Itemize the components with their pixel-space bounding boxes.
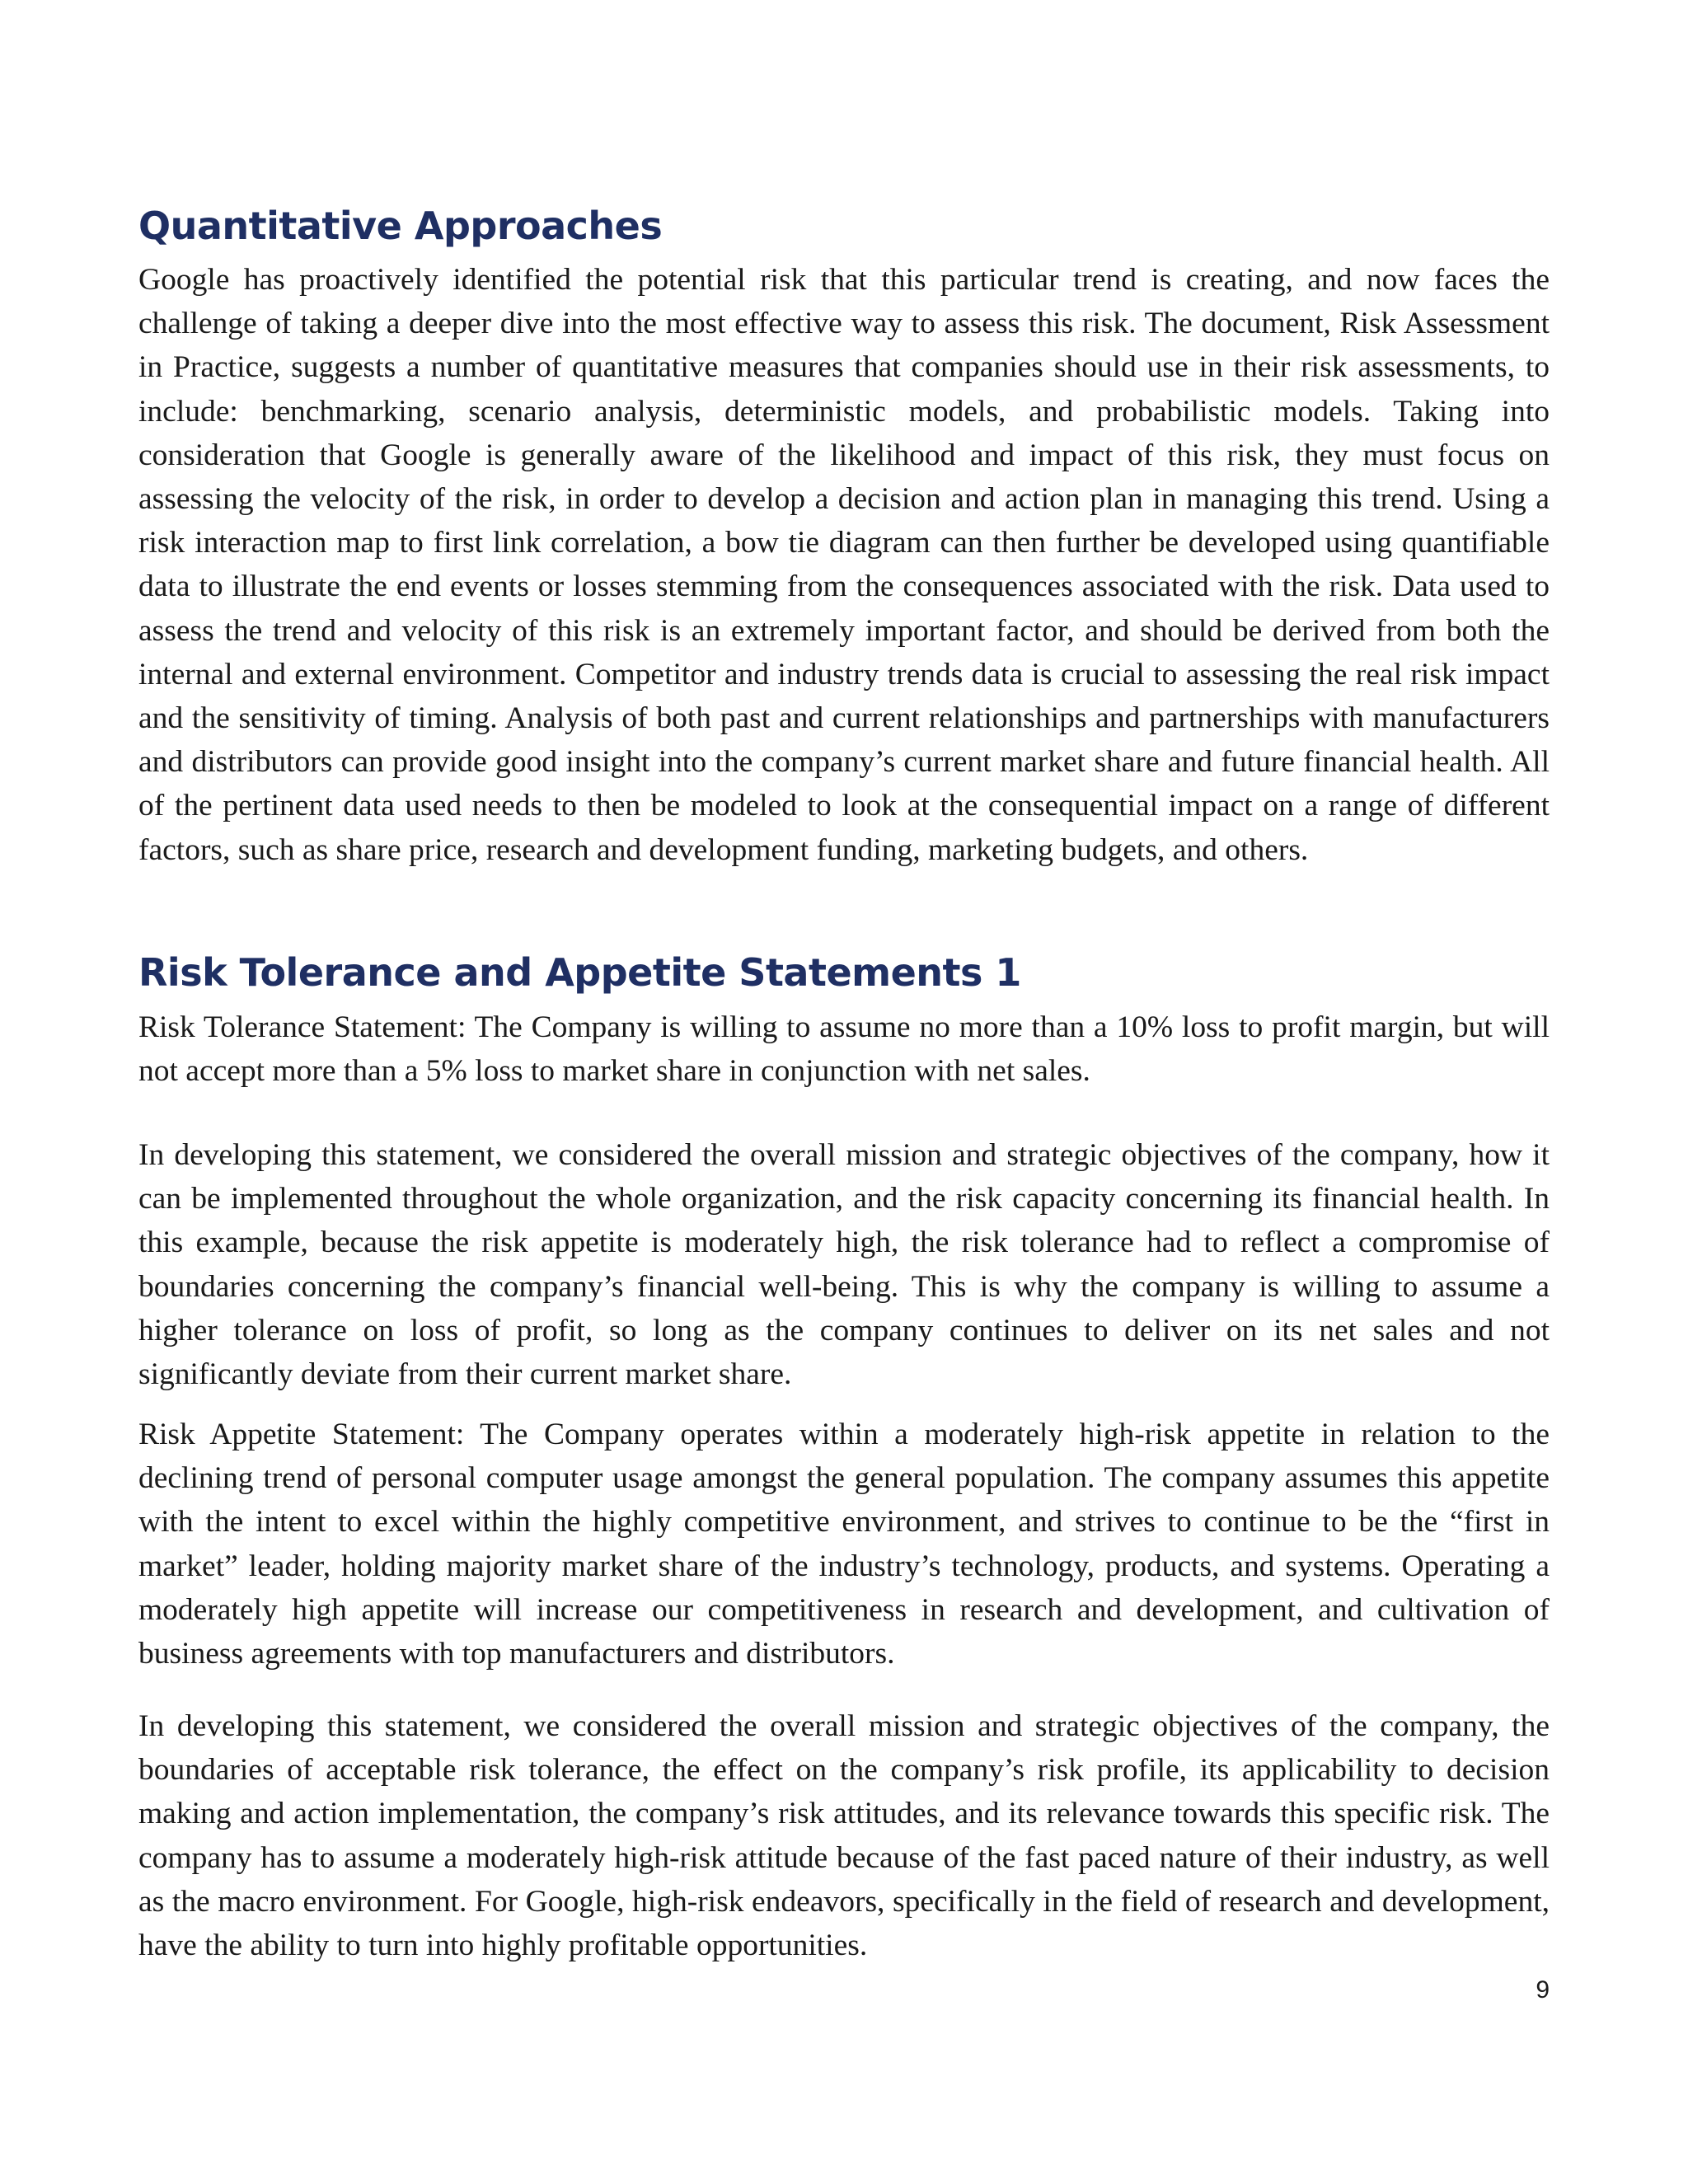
paragraph-risk-appetite-statement: Risk Appetite Statement: The Company operates within a moderately high-risk appetite in relation to the declining trend of personal computer usage amongst the general population. The company assumes this appetite with the intent to excel within the highly competitive environment, and strives to continue to be the “first in market” leader, holding majority market share of the industry’s technology, products, and systems. Operating a moderately high appetite will increase our competitiveness in research and development, and cultivation of business agreements with top manufacturers and distributors. [138,1418,1550,1671]
page-number: 9 [1536,1976,1550,2004]
paragraph-tolerance-rationale: In developing this statement, we considered the overall mission and strategic objectives of the company, how it can be implemented throughout the whole organization, and the risk capacity concerning its financial health. In this example, because the risk appetite is moderately high, the risk tolerance had to reflect a compromise of boundaries concerning the company’s financial well-being. This is why the company is willing to assume a higher tolerance on loss of profit, so long as the company continues to deliver on its net sales and not significantly deviate from their current market share. [138,1138,1550,1392]
paragraph-risk-tolerance-statement: Risk Tolerance Statement: The Company is willing to assume no more than a 10% loss to profit margin, but will not accept more than a 5% loss to market share in conjunction with net sales. [138,1010,1550,1089]
section-heading-risk-tolerance-appetite: Risk Tolerance and Appetite Statements 1 [138,950,1021,995]
document-page [138,0,1550,2184]
paragraph-quantitative-approaches: Google has proactively identified the potential risk that this particular trend is creating, and now faces the challenge of taking a deeper dive into the most effective way to assess this risk. The document, Risk Assessment in Practice, suggests a number of quantitative measures that companies should use in their risk assessments, to include: benchmarking, scenario analysis, deterministic models, and probabilistic models. Taking into consideration that Google is generally aware of the likelihood and impact of this risk, they must focus on assessing the velocity of the risk, in order to develop a decision and action plan in managing this trend. Using a risk interaction map to first link correlation, a bow tie diagram can then further be developed using quantifiable data to illustrate the end events or losses stemming from the consequences associated with the risk. Data used to assess the trend and velocity of this risk is an extremely important factor, and should be derived from both the internal and external environment. Competitor and industry trends data is crucial to assessing the real risk impact and the sensitivity of timing. Analysis of both past and current relationships and partnerships with manufacturers and distributors can provide good insight into the company’s current market share and future financial health. All of the pertinent data used needs to then be modeled to look at the consequential impact on a range of different factors, such as share price, research and development funding, marketing budgets, and others. [138,263,1550,867]
section-heading-quantitative-approaches: Quantitative Approaches [138,204,663,248]
paragraph-appetite-rationale: In developing this statement, we considered the overall mission and strategic objectives of the company, the boundaries of acceptable risk tolerance, the effect on the company’s risk profile, its applicability to decision making and action implementation, the company’s risk attitudes, and its relevance towards this specific risk. The company has to assume a moderately high-risk attitude because of the fast paced nature of their industry, as well as the macro environment. For Google, high-risk endeavors, specifically in the field of research and development, have the ability to turn into highly profitable opportunities. [138,1709,1550,1963]
